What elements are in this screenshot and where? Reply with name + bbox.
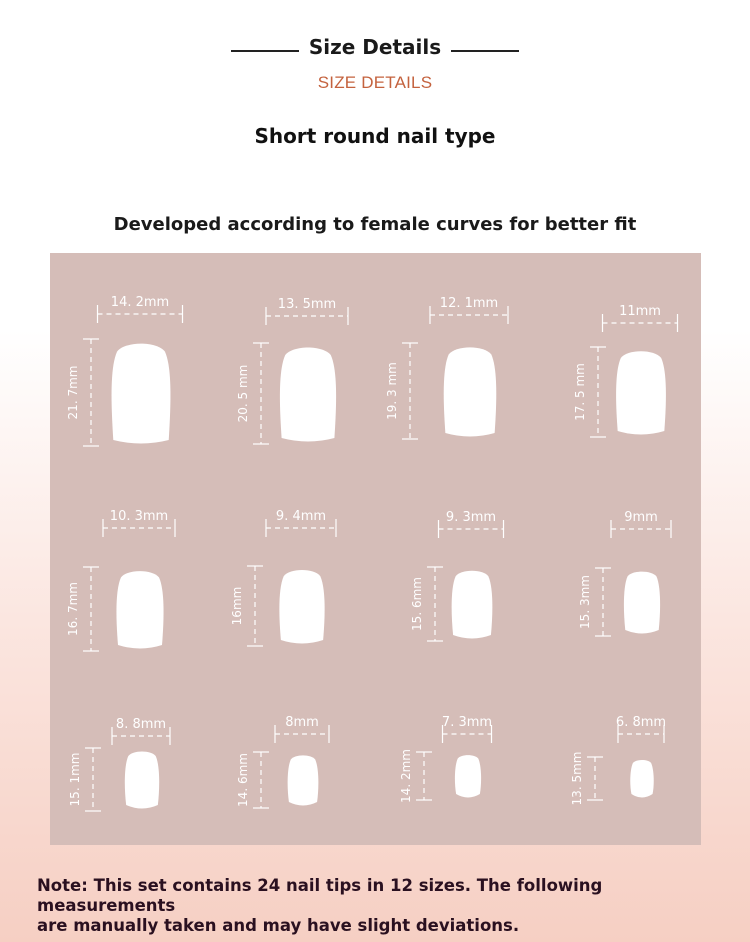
nail-tip-shape — [116, 571, 163, 648]
page-title: Size Details — [308, 35, 442, 59]
length-label: 13. 5mm — [570, 751, 584, 806]
nail-tip-shape — [288, 755, 319, 805]
title-rule-right — [451, 50, 519, 52]
width-label: 6. 8mm — [615, 715, 667, 730]
width-label: 13. 5mm — [277, 297, 337, 312]
nail-size-8 — [578, 510, 671, 636]
nail-tip-shape — [616, 351, 666, 434]
length-label: 15. 3mm — [578, 575, 592, 629]
width-label: 8mm — [285, 715, 319, 730]
length-label: 17. 5 mm — [573, 363, 587, 421]
size-chart-panel — [50, 253, 701, 845]
nail-size-12 — [570, 715, 666, 805]
note-line-1: Note: This set contains 24 nail tips in 12 sizes. The following measurements — [37, 876, 603, 915]
length-label: 14. 6mm — [236, 753, 250, 807]
note-line-2: are manually taken and may have slight deviations. — [37, 916, 520, 935]
nail-type-label: Short round nail type — [254, 124, 496, 148]
length-label: 15. 1mm — [68, 752, 82, 807]
nail-tip-shape — [112, 344, 171, 444]
width-label: 11mm — [619, 304, 661, 319]
nail-tip-shape — [630, 760, 653, 797]
nail-tip-shape — [280, 348, 336, 442]
length-label: 15. 6mm — [410, 577, 424, 631]
measurement-note — [37, 876, 727, 936]
nail-size-5 — [66, 509, 175, 651]
nail-size-4 — [573, 304, 678, 437]
width-label: 9. 3mm — [445, 510, 497, 525]
length-label: 16. 7mm — [66, 582, 80, 636]
nail-tip-shape — [455, 755, 481, 797]
width-label: 10. 3mm — [109, 509, 169, 524]
nail-size-3 — [385, 296, 508, 439]
fit-tagline: Developed according to female curves for better fit — [113, 214, 637, 235]
width-label: 14. 2mm — [110, 295, 170, 310]
width-label: 9. 4mm — [275, 509, 327, 524]
nail-tip-shape — [624, 572, 660, 634]
nail-size-11 — [399, 715, 492, 803]
width-label: 9mm — [624, 510, 658, 525]
length-label: 16mm — [230, 586, 244, 626]
nail-tip-shape — [452, 571, 493, 639]
nail-size-diagram — [50, 253, 701, 845]
nail-size-9 — [68, 717, 170, 811]
page-subtitle: SIZE DETAILS — [317, 73, 433, 92]
nail-size-6 — [230, 509, 336, 646]
length-label: 19. 3 mm — [385, 362, 399, 420]
nail-size-1 — [66, 295, 183, 446]
width-label: 8. 8mm — [115, 717, 167, 732]
nail-size-10 — [236, 715, 329, 808]
section-title — [0, 32, 750, 66]
nail-tip-shape — [125, 752, 159, 809]
nail-tip-shape — [444, 347, 497, 436]
width-label: 7. 3mm — [441, 715, 493, 730]
length-label: 20. 5 mm — [236, 364, 250, 423]
length-label: 21. 7mm — [66, 365, 80, 420]
length-label: 14. 2mm — [399, 749, 413, 803]
width-label: 12. 1mm — [439, 296, 499, 311]
nail-size-7 — [410, 510, 504, 641]
nail-tip-shape — [279, 570, 324, 643]
nail-size-2 — [236, 297, 348, 444]
